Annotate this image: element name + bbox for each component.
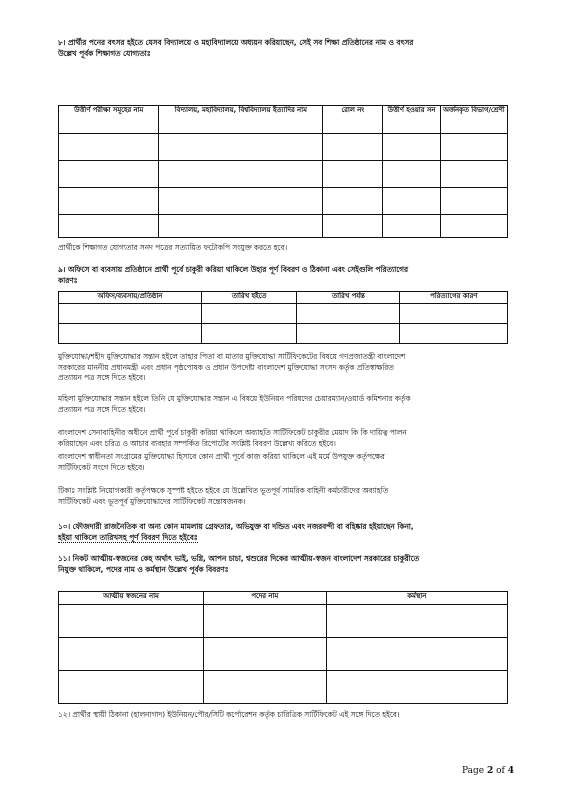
table-row <box>59 638 508 671</box>
note-paragraph: টিকাঃ সংশ্লিষ্ট নিয়োগকারী কর্তৃপক্ষকে সুস্পষ্ট হইতে হইবে যে উল্লেখিত ভূতপূর্ব সামরিক বাহিনী কর্মচারীদের অব্যাহতি সার্টিফিকেট এবং ভূতপূর্ব মুক্তিযোদ্ধাদের সার্টিফিকেট সন্তোষজনক। <box>58 486 389 506</box>
section-9-heading: ৯। অফিসে বা ব্যবসায় প্রতিষ্ঠানে প্রার্থী পূর্বে চাকুরী করিয়া থাকিলে উহার পূর্ণ বিবরণ ও ঠিকানা এবং সেইগুলি পরিত্যাগের কারণঃ <box>58 265 408 285</box>
relatives-table <box>58 591 508 704</box>
table-row <box>59 188 508 215</box>
col-pass-year: উত্তীর্ণ হওয়ার সন <box>383 106 440 134</box>
table-row <box>59 134 508 161</box>
table-row <box>59 605 508 638</box>
employment-table <box>58 291 508 344</box>
col-date-from: তারিখ হইতে <box>201 292 296 304</box>
table-row <box>59 304 508 324</box>
section-10-heading: ১০। ফৌজদারী রাজনৈতিক বা অন্য কোন মামলায় গ্রেফতার, অভিযুক্ত বা দন্ডিত এবং নজরবন্দী বা বহিষ্কার হইয়াছেন কিনা, হইয়া থাকিলে তারিখসহ পূর্ণ বিবরণ দিতে হইবেঃ <box>58 522 414 542</box>
section-11-heading: ১১। নিকট আত্মীয়-স্বজনের কেহ অর্থাৎ ভাই, ভগ্নি, আপন চাচা, শ্বশুরের দিকের আত্মীয়-স্বজন বাংলাদেশ সরকারের চাকুরীতে নিযুক্ত থাকিলে, পদের নাম ও কর্মস্থান উল্লেখ পূর্বক বিবরণঃ <box>58 554 420 574</box>
education-note: প্রার্থীকে শিক্ষাগত যোগ্যতার সনদ পত্রের সত্যায়িত ফটোকপি সংযুক্ত করতে হবে। <box>58 243 288 252</box>
col-exam-name: উত্তীর্ণ পরীক্ষা সমূহের নাম <box>59 106 159 134</box>
col-institution-name: বিদ্যালয়, মহাবিদ্যালয়, বিশ্ববিদ্যালয় ইত্যাদির নাম <box>159 106 323 134</box>
col-leaving-reason: পরিত্যাগের কারণ <box>400 292 508 304</box>
page-number: Page 2 of 4 <box>461 766 514 776</box>
table-row <box>59 324 508 344</box>
col-division: অর্জনকৃত বিভাগ/শ্রেণী <box>440 106 507 134</box>
female-freedom-fighter-paragraph: মহিলা মুক্তিযোদ্ধার সন্তান হইলে তিনি যে মুক্তিযোদ্ধার সন্তান এ বিষয়ে ইউনিয়ন পরিষদের চেয়ারম্যান/ওয়ার্ড কমিশনার কর্তৃক প্রত্যায়ন পত্র সঙ্গে দিতে হইবে। <box>58 394 411 414</box>
section-12-line: ১২। প্রার্থীর স্থায়ী ঠিকানা (হালনাগাদ) ইউনিয়ন/পৌর/সিটি কর্পোরেশন কর্তৃক চারিত্রিক সার্টিফিকেট এই সঙ্গে দিতে হইবে। <box>58 710 400 719</box>
table-row <box>59 671 508 704</box>
table-row <box>59 215 508 238</box>
table-row <box>59 161 508 188</box>
col-post-name: পদের নাম <box>203 592 326 605</box>
liberation-war-paragraph: বাংলাদেশ স্বাধীনতা সংগ্রামের মুক্তিযোদ্ধা হিসাবে কোন প্রার্থী পূর্বে কাজ করিয়া থাকিলে এই মর্মে উপযুক্ত কর্তৃপক্ষের সার্টিফিকেট সংগে দিতে হইবে। <box>58 452 385 472</box>
col-office: অফিস/ব্যবসায়/প্রতিষ্ঠান <box>59 292 202 304</box>
freedom-fighter-paragraph: মুক্তিযোদ্ধা/শহীদ মুক্তিযোদ্ধার সন্তান হইলে তাহার পিতা বা মাতার মুক্তিযোদ্ধা সার্টিফিকেটের বিষয়ে গণপ্রজাতন্ত্রী বাংলাদেশ সরকারের মাননীয় প্রধানমন্ত্রী এবং প্রধান পৃষ্ঠপোষক ও প্রধান উপদেষ্টা বাংলাদেশ মুক্তিযোদ্ধা সংসদ কর্তৃক প্রতিস্বাক্ষরিত প্রত্যায়ন পত্র সঙ্গে দিতে হইবে। <box>58 352 406 382</box>
col-roll-number: রোল নং <box>323 106 383 134</box>
col-workplace: কর্মস্থান <box>326 592 507 605</box>
army-service-paragraph: বাংলাদেশ সেনাবাহিনীর অধীনে প্রার্থী পূর্বে চাকুরী করিয়া থাকিলে অব্যাহতি সার্টিফিকেট চাকুরীর মেয়াদ কি কি দায়িত্ব পালন করিয়াছেন এবং চরিত্র ও আচার ব্যবহার সম্পর্কিত রিপোর্টের সংশ্লিষ্ট বিবরণ উল্লেখ্য করিতে হইবে। <box>58 428 407 448</box>
section-8-heading: ৮। প্রার্থীর পনের বৎসর হইতে যেসব বিদ্যালয়ে ও মহাবিদ্যালয়ে অধ্যয়ন করিয়াছেন, সেই সব শিক্ষা প্রতিষ্ঠানের নাম ও বৎসর উল্লেখ পূর্বক শিক্ষাগত যোগ্যতাঃ <box>58 38 414 58</box>
col-date-to: তারিখ পর্যন্ত <box>297 292 400 304</box>
education-table <box>58 105 508 238</box>
col-relative-name: আত্মীয় স্বজনের নাম <box>59 592 204 605</box>
